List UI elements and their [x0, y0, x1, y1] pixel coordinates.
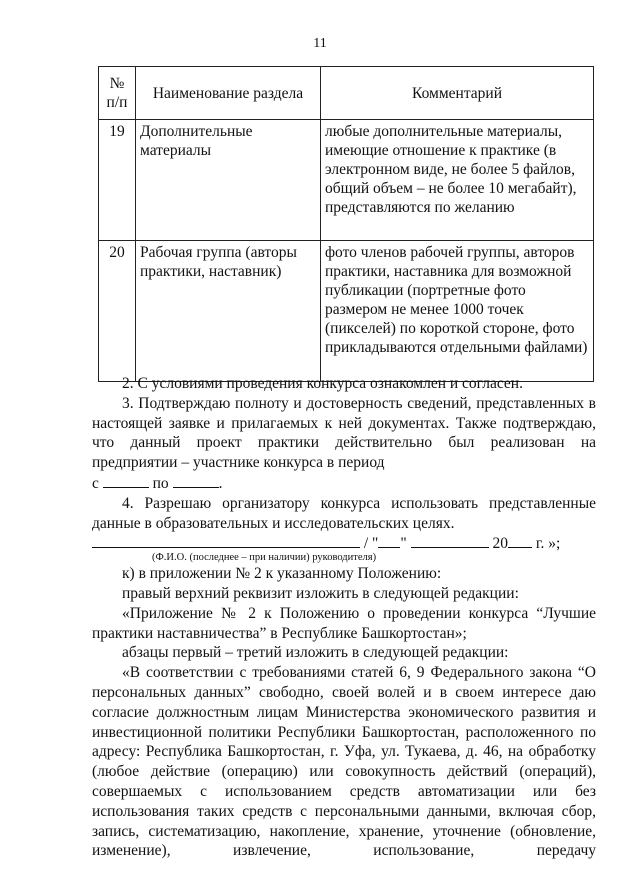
month-blank	[411, 533, 489, 548]
paragraph-abzacy: абзацы первый – третий изложить в следующей редакции:	[122, 644, 509, 662]
row-comment: любые дополнительные материалы, имеющие отношение к практике (в электронном виде, не более 5 файлов, общий объем – не более 10 мегабайт), представляются по желанию	[321, 120, 594, 241]
table-row	[99, 241, 594, 382]
period-from-blank	[103, 473, 149, 488]
page-number: 11	[313, 36, 327, 51]
row-comment: фото членов рабочей группы, авторов практики, наставника для возможной публикации (портретные фото размером не менее 1000 точек (пикселей) по короткой стороне, фото прикладываются отдельными файлами)	[321, 241, 594, 382]
paragraph-confirm: 3. Подтверждаю полноту и достоверность сведений, представленных в настоящей заявке и прилагаемых к ней документах. Также подтверждаю, что данный проект практики действительно был реализован на предприятии – участнике конкурса в период с по .	[92, 394, 596, 492]
paragraph-consent: «В соответствии с требованиями статей 6, 9 Федерального закона “О персональных данных” свободно, своей волей и в своем интересе даю согласие должностным лицам Министерства экономического развития и инвестиционной политики Республики Башкортостан, расположенного по адресу: Республика Башкортостан, г. Уфа, ул. Тукаева, д. 46, на обработку (любое действие (операцию) или совокупность действий (операций), совершаемых с использованием средств автоматизации или без использования таких средств с персональными данными, включая сбор, запись, систематизацию, накопление, хранение, уточнение (обновление, изменение), извлечение, использование, передачу	[92, 664, 596, 860]
header-comment: Комментарий	[321, 67, 594, 120]
scan-artifact	[462, 836, 482, 840]
signature-blank	[92, 533, 360, 548]
row-name: Дополнительные материалы	[136, 120, 321, 241]
header-name: Наименование раздела	[136, 67, 321, 120]
table-row	[99, 120, 594, 241]
header-num: № п/п	[99, 67, 136, 120]
signature-line	[92, 533, 596, 554]
row-num: 19	[99, 120, 136, 241]
sig-year: 20	[492, 535, 508, 553]
paragraph-appendix-quote: «Приложение № 2 к Положению о проведении конкурса “Лучшие практики наставничества” в Республике Башкортостан»;	[92, 604, 596, 642]
sig-slash: / "	[363, 535, 379, 553]
day-blank	[378, 533, 400, 548]
year-blank	[508, 533, 532, 548]
period-to-label: по	[152, 474, 169, 492]
sig-quote: "	[400, 535, 407, 553]
paragraph-requisite: правый верхний реквизит изложить в следующей редакции:	[122, 584, 519, 602]
sections-table	[98, 66, 594, 382]
period-from-label: с	[92, 474, 99, 492]
paragraph-permission: 4. Разрешаю организатору конкурса использовать представленные данные в образовательных и исследовательских целях.	[92, 494, 596, 532]
table-header-row	[99, 67, 594, 120]
signature-caption: (Ф.И.О. (последнее – при наличии) руководителя)	[152, 552, 377, 564]
confirm-text: 3. Подтверждаю полноту и достоверность сведений, представленных в настоящей заявке и прилагаемых к ней документах. Также подтверждаю, что данный проект практики действительно был реализован на предприятии – участнике конкурса в период	[92, 394, 596, 472]
sig-end: г. »;	[535, 535, 561, 553]
row-num: 20	[99, 241, 136, 382]
paragraph-conditions: 2. С условиями проведения конкурса ознакомлен и согласен.	[122, 375, 523, 392]
paragraph-k: к) в приложении № 2 к указанному Положению:	[122, 565, 442, 583]
period-to-blank	[173, 473, 219, 488]
row-name: Рабочая группа (авторы практики, наставник)	[136, 241, 321, 382]
document-body	[92, 374, 596, 861]
